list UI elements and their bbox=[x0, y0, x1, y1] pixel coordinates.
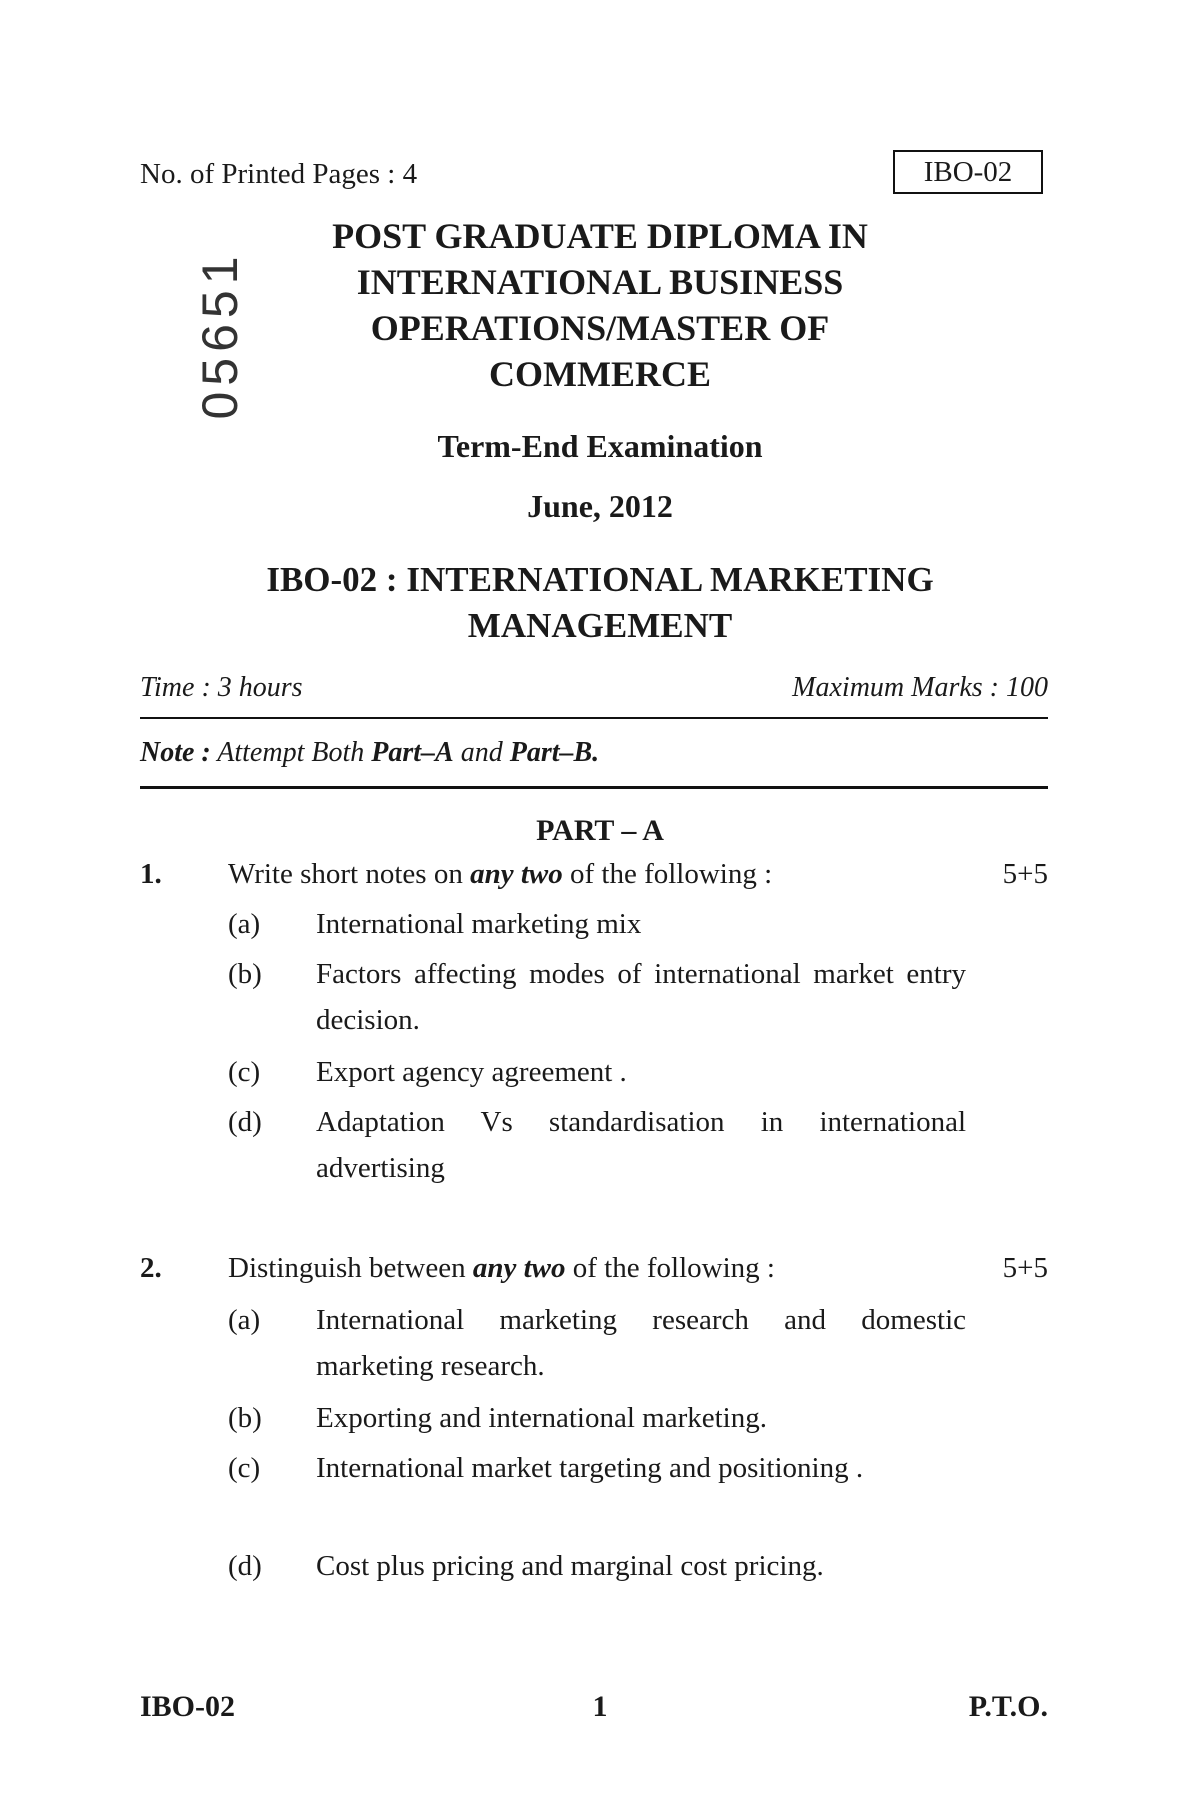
exam-type: Term-End Examination bbox=[437, 428, 763, 464]
question-number: 1. bbox=[140, 858, 162, 890]
option-text: Exporting and international marketing. bbox=[316, 1402, 767, 1434]
serial-number: 05651 bbox=[192, 250, 248, 420]
option-label: (d) bbox=[228, 1106, 262, 1138]
question-emphasis: any two bbox=[470, 858, 563, 890]
page-number: 1 bbox=[592, 1690, 608, 1723]
note-part-b: Part–B. bbox=[509, 737, 600, 768]
option-label: (c) bbox=[228, 1452, 261, 1484]
option-label: (b) bbox=[228, 958, 262, 990]
note-and: and bbox=[460, 737, 503, 768]
question-text bbox=[228, 858, 772, 891]
part-a-heading: PART – A bbox=[536, 814, 664, 847]
programme-title bbox=[250, 213, 950, 397]
option-label: (c) bbox=[228, 1056, 261, 1088]
programme-title-line: POST GRADUATE DIPLOMA IN bbox=[332, 216, 868, 256]
question-marks: 5+5 bbox=[1002, 1252, 1048, 1284]
option-text: International market targeting and positioning . bbox=[316, 1452, 864, 1484]
option-text: International marketing research and domestic marketing research. bbox=[316, 1304, 966, 1382]
programme-title-line: COMMERCE bbox=[489, 354, 711, 394]
programme-title-line: OPERATIONS/MASTER OF bbox=[370, 308, 830, 348]
option-label: (b) bbox=[228, 1402, 262, 1434]
question-number: 2. bbox=[140, 1252, 162, 1284]
note-label: Note : bbox=[140, 737, 211, 768]
printed-pages-count: No. of Printed Pages : 4 bbox=[140, 158, 418, 190]
course-title bbox=[200, 557, 1000, 649]
question-intro-end: of the following : bbox=[569, 858, 773, 890]
question-text bbox=[228, 1252, 775, 1285]
course-title-line: IBO-02 : INTERNATIONAL MARKETING bbox=[266, 560, 934, 599]
question-intro-end: of the following : bbox=[572, 1252, 775, 1284]
instructions-note bbox=[140, 737, 599, 769]
option-text: Factors affecting modes of international market entry decision. bbox=[316, 958, 966, 1036]
course-title-line: MANAGEMENT bbox=[467, 606, 733, 645]
programme-title-line: INTERNATIONAL BUSINESS bbox=[356, 262, 844, 302]
paper-code-box: IBO-02 bbox=[893, 150, 1043, 194]
question-marks: 5+5 bbox=[1002, 858, 1048, 890]
question-intro: Write short notes on bbox=[228, 858, 463, 890]
option-label: (a) bbox=[228, 908, 261, 940]
question-emphasis: any two bbox=[472, 1252, 566, 1284]
note-part-a: Part–A bbox=[371, 737, 454, 768]
option-label: (d) bbox=[228, 1550, 262, 1582]
option-text: International marketing mix bbox=[316, 908, 642, 940]
divider bbox=[140, 786, 1048, 789]
option-text: Cost plus pricing and marginal cost pricing. bbox=[316, 1550, 824, 1582]
time-allowed: Time : 3 hours bbox=[140, 672, 303, 703]
note-text: Attempt Both bbox=[217, 737, 365, 768]
please-turn-over: P.T.O. bbox=[968, 1690, 1048, 1723]
option-text: Adaptation Vs standardisation in international advertising bbox=[316, 1106, 966, 1184]
maximum-marks: Maximum Marks : 100 bbox=[792, 672, 1048, 703]
option-label: (a) bbox=[228, 1304, 261, 1336]
option-text: Export agency agreement . bbox=[316, 1056, 627, 1088]
footer-paper-code: IBO-02 bbox=[140, 1690, 236, 1723]
question-intro: Distinguish between bbox=[228, 1252, 466, 1284]
divider bbox=[140, 717, 1048, 719]
exam-date: June, 2012 bbox=[527, 488, 673, 524]
